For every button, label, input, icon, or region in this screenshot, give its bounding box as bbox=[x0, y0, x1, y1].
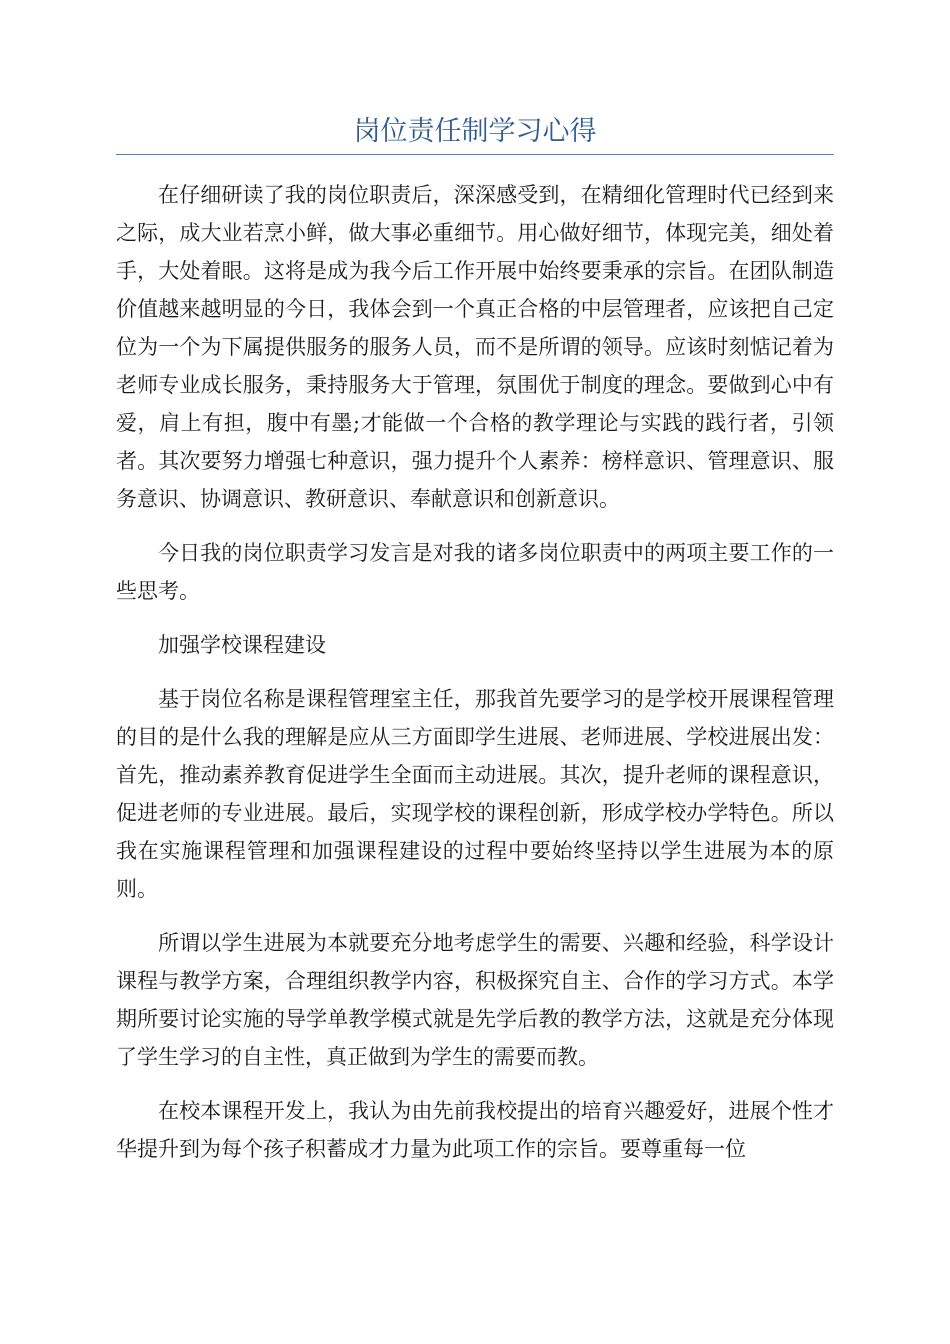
paragraph: 所谓以学生进展为本就要充分地考虑学生的需要、兴趣和经验，科学设计课程与教学方案，合理组织教学内容，积极探究自主、合作的学习方式。本学期所要讨论实施的导学单教学模式就是先学后教的教学方法，这就是充分体现了学生学习的自主性，真正做到为学生的需要而教。 bbox=[116, 931, 834, 1069]
paragraph: 在校本课程开发上，我认为由先前我校提出的培育兴趣爱好，进展个性才华提升到为每个孩子积蓄成才力量为此项工作的宗旨。要尊重每一位 bbox=[116, 1099, 834, 1161]
paragraph: 今日我的岗位职责学习发言是对我的诸多岗位职责中的两项主要工作的一些思考。 bbox=[116, 541, 834, 603]
section-heading: 加强学校课程建设 bbox=[158, 633, 326, 657]
title-underline bbox=[116, 154, 834, 155]
paragraph: 在仔细研读了我的岗位职责后，深深感受到，在精细化管理时代已经到来之际，成大业若烹小鲜，做大事必重细节。用心做好细节，体现完美，细处着手，大处着眼。这将是成为我今后工作开展中始终要秉承的宗旨。在团队制造价值越来越明显的今日，我体会到一个真正合格的中层管理者，应该把自己定位为一个为下属提供服务的服务人员，而不是所谓的领导。应该时刻惦记着为老师专业成长服务，秉持服务大于管理，氛围优于制度的理念。要做到心中有爱，肩上有担，腹中有墨;才能做一个合格的教学理论与实践的践行者，引领者。其次要努力增强七种意识，强力提升个人素养：榜样意识、管理意识、服务意识、协调意识、教研意识、奉献意识和创新意识。 bbox=[116, 183, 834, 511]
document-body bbox=[116, 176, 834, 1184]
document-title: 岗位责任制学习心得 bbox=[353, 116, 597, 147]
paragraph: 基于岗位名称是课程管理室主任，那我首先要学习的是学校开展课程管理的目的是什么我的理解是应从三方面即学生进展、老师进展、学校进展出发：首先，推动素养教育促进学生全面而主动进展。其次，提升老师的课程意识，促进老师的专业进展。最后，实现学校的课程创新，形成学校办学特色。所以我在实施课程管理和加强课程建设的过程中要始终坚持以学生进展为本的原则。 bbox=[116, 687, 834, 901]
